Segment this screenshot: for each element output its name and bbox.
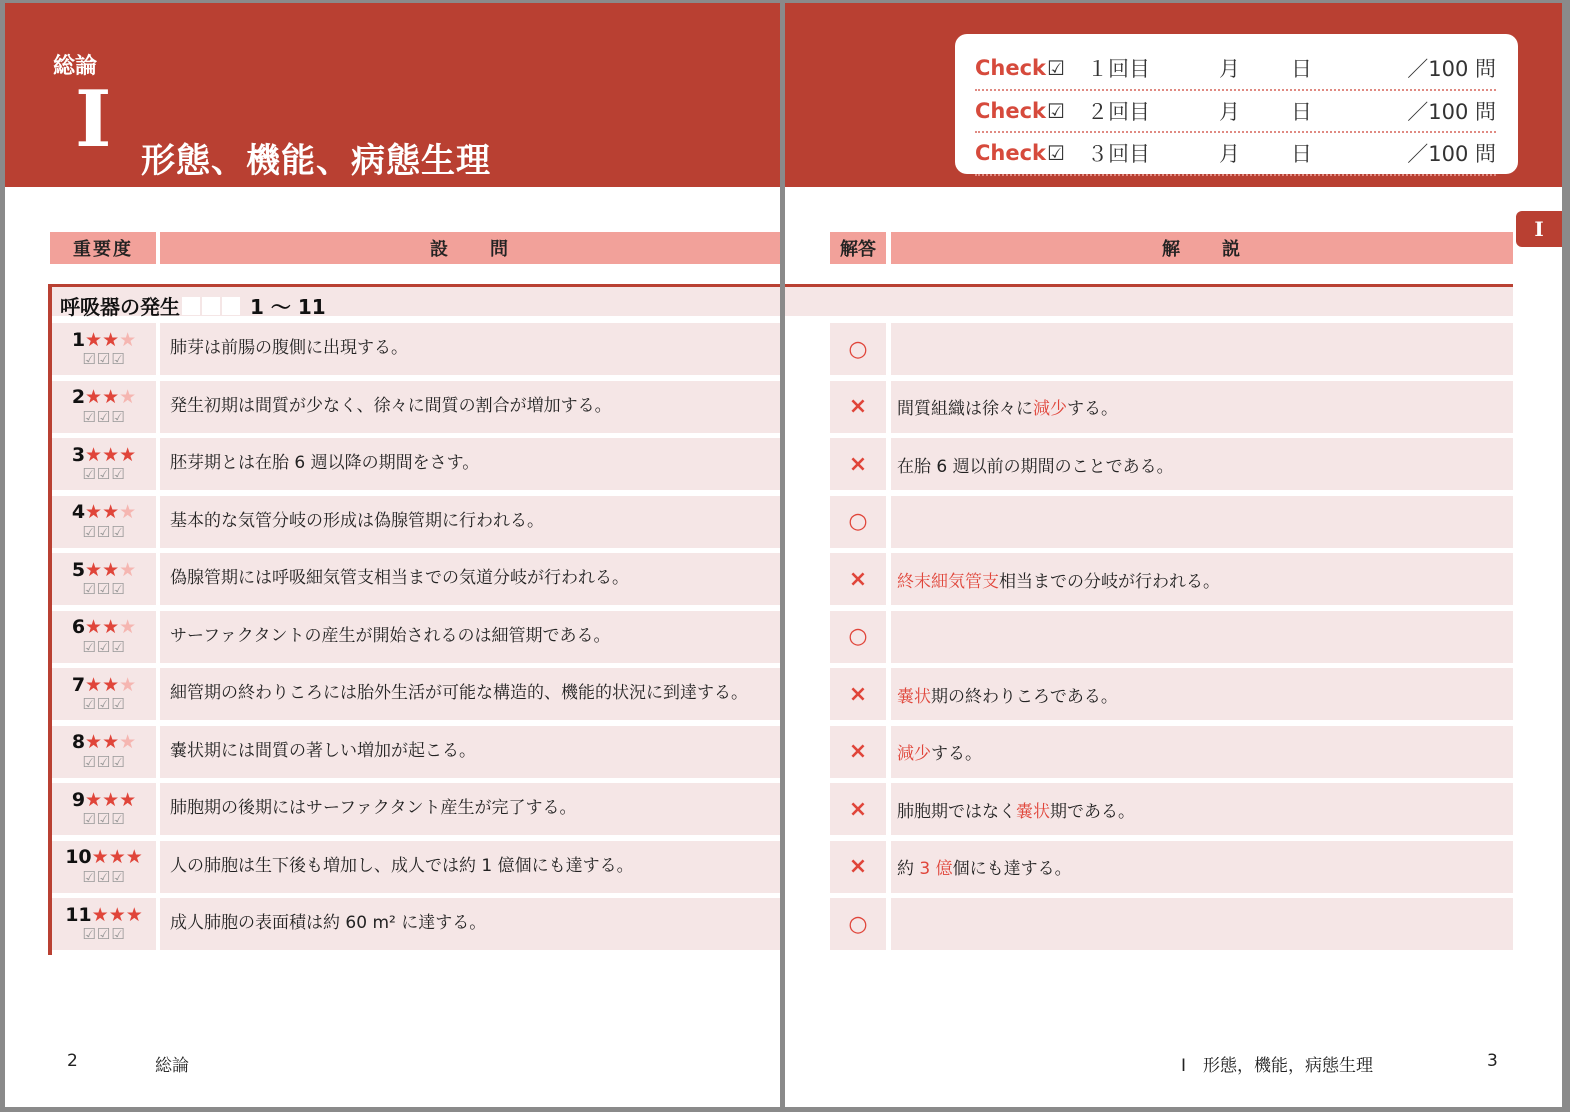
row-checkboxes[interactable]: ☑☑☑ (82, 695, 126, 714)
explanation-cell (891, 841, 1513, 893)
star-icon: ★ (108, 903, 126, 926)
explanation-cell (891, 323, 1513, 375)
row-checkboxes[interactable]: ☑☑☑ (82, 925, 126, 944)
explanation-cell (891, 381, 1513, 433)
chapter-number: I (75, 74, 112, 165)
question-text: 人の肺胞は生下後も増加し、成人では約 1 億個にも達する。 (170, 855, 634, 876)
question-text: 細管期の終わりころには胎外生活が可能な構造的、機能的状況に到達する。 (170, 683, 748, 704)
question-cell (160, 381, 780, 433)
question-header: 設 問 (160, 232, 780, 264)
star-icon: ★ (102, 673, 120, 696)
star-icon: ★ (85, 731, 103, 754)
explanation-text: 在胎 6 週以前の期間のことである。 (897, 456, 1174, 477)
section-checkbox (222, 297, 240, 315)
section-bar-continued (785, 284, 1513, 316)
star-icon: ★ (102, 386, 120, 409)
check-word: Check (975, 98, 1047, 123)
importance-cell (52, 323, 156, 375)
check-row (975, 48, 1496, 91)
question-number: 8 (71, 731, 86, 754)
incorrect-mark: × (848, 394, 868, 419)
star-icon: ★ (85, 328, 103, 351)
check-count: ２回目 (1087, 99, 1150, 124)
importance-line (65, 905, 143, 926)
star-icon: ★ (119, 673, 137, 696)
check-count: １回目 (1087, 57, 1150, 82)
answer-cell (830, 323, 886, 375)
row-checkboxes[interactable]: ☑☑☑ (82, 752, 126, 771)
question-text: 成人肺胞の表面積は約 60 m² に達する。 (170, 913, 487, 934)
row-checkboxes[interactable]: ☑☑☑ (82, 522, 126, 541)
question-cell (160, 783, 780, 835)
answer-cell (830, 611, 886, 663)
star-icon: ★ (119, 558, 137, 581)
explanation-text: 期の終わりころである。 (931, 686, 1118, 707)
star-icon: ★ (102, 328, 120, 351)
section-title (60, 291, 326, 320)
section-title-text: 呼吸器の発生 (60, 295, 180, 319)
star-icon: ★ (91, 846, 109, 869)
question-number: 1 (71, 328, 86, 351)
check-day: 日 (1291, 57, 1312, 82)
importance-line (72, 732, 136, 753)
question-cell (160, 726, 780, 778)
importance-header: 重要度 (50, 232, 156, 264)
question-number: 7 (71, 673, 86, 696)
importance-line (72, 790, 136, 811)
importance-cell (52, 898, 156, 950)
star-icon: ★ (119, 328, 137, 351)
importance-line (72, 560, 136, 581)
check-word: Check (975, 56, 1047, 81)
section-checkbox (182, 297, 200, 315)
incorrect-mark: × (848, 854, 868, 879)
star-icon: ★ (102, 616, 120, 639)
row-checkboxes[interactable]: ☑☑☑ (82, 637, 126, 656)
star-icon: ★ (85, 673, 103, 696)
correct-mark: ○ (848, 911, 868, 937)
explanation-cell (891, 438, 1513, 490)
question-cell (160, 496, 780, 548)
explanation-highlight: 3 億 (919, 859, 953, 879)
star-icon: ★ (85, 386, 103, 409)
answer-cell (830, 783, 886, 835)
incorrect-mark: × (848, 451, 868, 477)
right-banner (785, 3, 1562, 187)
explanation-text: 期である。 (1050, 801, 1135, 822)
page-number-right: 3 (1487, 1051, 1498, 1071)
row-checkboxes[interactable]: ☑☑☑ (82, 465, 126, 484)
importance-line (72, 445, 136, 466)
chapter-title: 形態、機能、病態生理 (141, 141, 491, 181)
question-text: 嚢状期には間質の著しい増加が起こる。 (170, 740, 476, 761)
star-icon: ★ (91, 903, 109, 926)
star-icon: ★ (85, 501, 103, 524)
question-text: 肺胞期の後期にはサーファクタント産生が完了する。 (170, 798, 577, 819)
check-day: 日 (1291, 142, 1312, 167)
explanation-highlight: 減少 (1033, 399, 1067, 419)
explanation-text: 個にも達する。 (952, 859, 1072, 879)
question-number: 3 (71, 443, 86, 466)
importance-cell (52, 438, 156, 490)
importance-cell (52, 553, 156, 605)
correct-mark: ○ (848, 509, 868, 534)
importance-cell (52, 611, 156, 663)
answer-cell (830, 898, 886, 950)
question-text: 発生初期は間質が少なく、徐々に間質の割合が増加する。 (170, 395, 612, 416)
explanation-highlight: 終末細気管支 (897, 571, 999, 592)
left-page (5, 3, 780, 1107)
section-range: 1 ～ 11 (250, 295, 326, 319)
explanation-header: 解 説 (891, 232, 1513, 264)
row-checkboxes[interactable]: ☑☑☑ (82, 867, 126, 886)
star-icon: ★ (119, 731, 137, 754)
row-checkboxes[interactable]: ☑☑☑ (82, 810, 126, 829)
star-icon: ★ (85, 788, 103, 811)
answer-cell (830, 726, 886, 778)
explanation-highlight: 嚢状 (897, 686, 931, 707)
question-cell (160, 841, 780, 893)
question-cell (160, 668, 780, 720)
question-text: 胚芽期とは在胎 6 週以降の期間をさす。 (170, 453, 480, 474)
row-checkboxes[interactable]: ☑☑☑ (82, 407, 126, 426)
explanation-highlight: 嚢状 (1016, 801, 1050, 822)
explanation-text: 約 (897, 859, 920, 879)
section-bar (48, 284, 780, 319)
star-icon: ★ (102, 501, 120, 524)
check-score: ／100 問 (1407, 99, 1496, 124)
question-text: 肺芽は前腸の腹側に出現する。 (170, 338, 408, 359)
chapter-side-tab: I (1516, 211, 1562, 247)
explanation-highlight: 減少 (897, 744, 931, 764)
answer-cell (830, 553, 886, 605)
star-icon: ★ (125, 903, 143, 926)
explanation-cell (891, 553, 1513, 605)
explanation-text: 相当までの分岐が行われる。 (999, 571, 1220, 592)
star-icon: ★ (108, 846, 126, 869)
incorrect-mark: × (848, 739, 868, 764)
star-icon: ★ (102, 788, 120, 811)
answer-header: 解答 (830, 232, 886, 264)
row-checkboxes[interactable]: ☑☑☑ (82, 350, 126, 369)
running-footer-left: 総論 (155, 1056, 189, 1076)
check-row (975, 133, 1496, 176)
section-checkbox (202, 297, 220, 315)
check-month: 月 (1219, 142, 1240, 167)
question-number: 11 (65, 903, 92, 926)
question-number: 5 (71, 558, 86, 581)
star-icon: ★ (85, 558, 103, 581)
check-score: ／100 問 (1407, 142, 1496, 167)
check-month: 月 (1219, 99, 1240, 124)
explanation-cell (891, 668, 1513, 720)
star-icon: ★ (119, 501, 137, 524)
importance-line (72, 502, 136, 523)
question-number: 4 (71, 501, 86, 524)
running-footer-right: I 形態，機能，病態生理 (1181, 1056, 1374, 1076)
question-number: 2 (71, 386, 86, 409)
check-box-icon[interactable]: ☑ (1047, 98, 1065, 123)
question-number: 10 (65, 846, 92, 869)
correct-mark: ○ (848, 336, 868, 362)
answer-cell (830, 668, 886, 720)
question-cell (160, 611, 780, 663)
right-page (785, 3, 1562, 1107)
star-icon: ★ (102, 558, 120, 581)
check-row (975, 91, 1496, 134)
importance-line (72, 617, 136, 638)
question-cell (160, 898, 780, 950)
check-panel (955, 34, 1518, 174)
importance-line (72, 330, 136, 351)
star-icon: ★ (85, 616, 103, 639)
explanation-cell (891, 496, 1513, 548)
importance-cell (52, 726, 156, 778)
question-text: 基本的な気管分岐の形成は偽腺管期に行われる。 (170, 510, 544, 531)
question-text: サーファクタントの産生が開始されるのは細管期である。 (170, 625, 611, 646)
row-checkboxes[interactable]: ☑☑☑ (82, 580, 126, 599)
star-icon: ★ (102, 731, 120, 754)
incorrect-mark: × (848, 566, 868, 592)
explanation-cell (891, 783, 1513, 835)
question-cell (160, 438, 780, 490)
category-label: 総論 (53, 54, 98, 79)
explanation-text: する。 (1067, 399, 1118, 419)
importance-cell (52, 783, 156, 835)
question-text: 偽腺管期には呼吸細気管支相当までの気道分岐が行われる。 (170, 568, 629, 589)
page-number-left: 2 (67, 1051, 78, 1071)
importance-line (72, 675, 136, 696)
check-box-icon[interactable]: ☑ (1047, 141, 1065, 166)
check-day: 日 (1291, 99, 1312, 124)
incorrect-mark: × (848, 681, 868, 707)
star-icon: ★ (119, 616, 137, 639)
answer-cell (830, 438, 886, 490)
star-icon: ★ (119, 386, 137, 409)
question-number: 6 (71, 616, 86, 639)
explanation-cell (891, 898, 1513, 950)
check-box-icon[interactable]: ☑ (1047, 56, 1065, 81)
check-count: ３回目 (1087, 142, 1150, 167)
answer-cell (830, 381, 886, 433)
explanation-text: 肺胞期ではなく (897, 801, 1016, 822)
incorrect-mark: × (848, 796, 868, 822)
importance-cell (52, 496, 156, 548)
answer-cell (830, 841, 886, 893)
importance-cell (52, 381, 156, 433)
importance-line (65, 847, 143, 868)
star-icon: ★ (119, 788, 137, 811)
star-icon: ★ (102, 443, 120, 466)
star-icon: ★ (119, 443, 137, 466)
chapter-banner (5, 3, 780, 187)
explanation-cell (891, 726, 1513, 778)
check-word: Check (975, 141, 1047, 166)
question-cell (160, 553, 780, 605)
correct-mark: ○ (848, 624, 868, 649)
importance-cell (52, 668, 156, 720)
explanation-text: する。 (931, 744, 982, 764)
explanation-text: 間質組織は徐々に (897, 399, 1033, 419)
check-month: 月 (1219, 57, 1240, 82)
star-icon: ★ (85, 443, 103, 466)
question-cell (160, 323, 780, 375)
answer-cell (830, 496, 886, 548)
check-score: ／100 問 (1407, 57, 1496, 82)
star-icon: ★ (125, 846, 143, 869)
importance-cell (52, 841, 156, 893)
importance-line (72, 387, 136, 408)
explanation-cell (891, 611, 1513, 663)
question-number: 9 (71, 788, 86, 811)
